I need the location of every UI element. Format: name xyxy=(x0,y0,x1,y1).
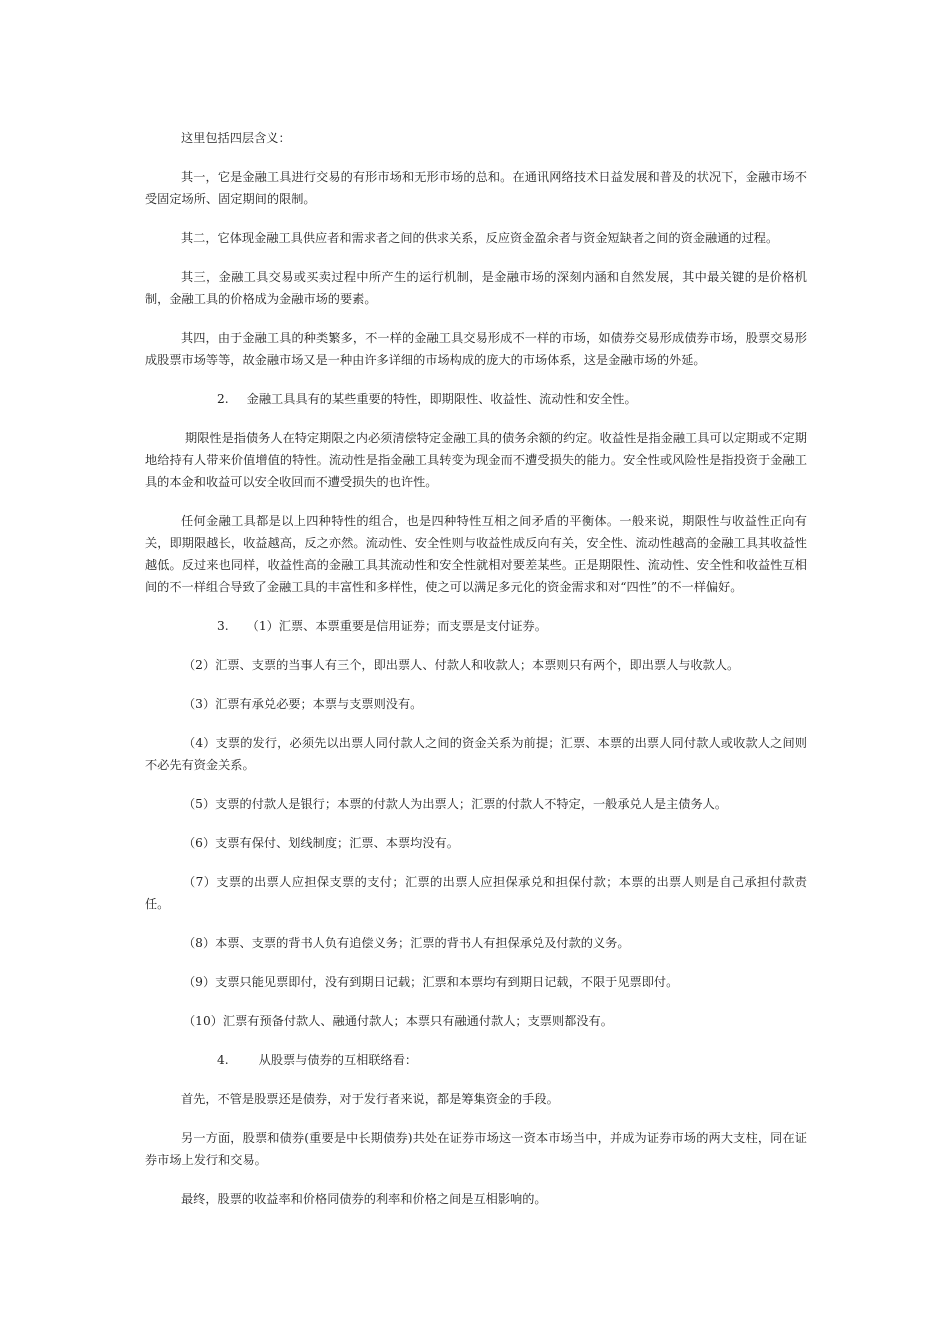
paragraph-first: 首先，不管是股票还是债券，对于发行者来说，都是筹集资金的手段。 xyxy=(181,1092,559,1106)
paragraph-second: 另一方面，股票和债券(重要是中长期债券)共处在证券市场这一资本市场当中，并成为证券市场的两大支柱，同在证券市场上发行和交易。 xyxy=(145,1131,807,1167)
section-number: 4. xyxy=(217,1053,229,1067)
section-4-text: 从股票与债券的互相联络看： xyxy=(258,1053,418,1067)
list-item-2: （2）汇票、支票的当事人有三个，即出票人、付款人和收款人；本票则只有两个，即出票人与收款人。 xyxy=(183,658,740,672)
list-item-4: （4）支票的发行，必须先以出票人同付款人之间的资金关系为前提；汇票、本票的出票人同付款人或收款人之间则不必先有资金关系。 xyxy=(145,736,807,772)
section-2-heading xyxy=(145,388,807,410)
paragraph-intro: 这里包括四层含义： xyxy=(181,131,291,145)
list-item-6: （6）支票有保付、划线制度；汇票、本票均没有。 xyxy=(183,836,459,850)
list-item-5: （5）支票的付款人是银行；本票的付款人为出票人；汇票的付款人不特定，一般承兑人是主债务人。 xyxy=(183,797,728,811)
list-item-9: （9）支票只能见票即付，没有到期日记载；汇票和本票均有到期日记载，不限于见票即付。 xyxy=(183,975,679,989)
document-body xyxy=(145,127,807,1227)
section-number: 2. xyxy=(217,392,229,406)
section-3-heading xyxy=(145,615,807,637)
paragraph-meaning-1: 其一，它是金融工具进行交易的有形市场和无形市场的总和。在通讯网络技术日益发展和普及的状况下，金融市场不受固定场所、固定期间的限制。 xyxy=(145,170,807,206)
list-item-7: （7）支票的出票人应担保支票的支付；汇票的出票人应担保承兑和担保付款；本票的出票人则是自己承担付款责任。 xyxy=(145,875,807,911)
section-3-text: （1）汇票、本票重要是信用证券；而支票是支付证券。 xyxy=(246,619,547,633)
list-item-10: （10）汇票有预备付款人、融通付款人；本票只有融通付款人；支票则都没有。 xyxy=(183,1014,613,1028)
section-4-heading xyxy=(145,1049,807,1071)
section-2-text: 金融工具具有的某些重要的特性，即期限性、收益性、流动性和安全性。 xyxy=(246,392,637,406)
paragraph-meaning-2: 其二，它体现金融工具供应者和需求者之间的供求关系，反应资金盈余者与资金短缺者之间的资金融通的过程。 xyxy=(181,231,779,245)
section-number: 3. xyxy=(217,619,229,633)
paragraph-final: 最终，股票的收益率和价格同债券的利率和价格之间是互相影响的。 xyxy=(181,1192,547,1206)
paragraph-meaning-3: 其三，金融工具交易或买卖过程中所产生的运行机制，是金融市场的深刻内涵和自然发展，其中最关键的是价格机制，金融工具的价格成为金融市场的要素。 xyxy=(145,270,807,306)
list-item-3: （3）汇票有承兑必要；本票与支票则没有。 xyxy=(183,697,423,711)
paragraph-meaning-4: 其四，由于金融工具的种类繁多，不一样的金融工具交易形成不一样的市场，如债券交易形成债券市场，股票交易形成股票市场等等，故金融市场又是一种由许多详细的市场构成的庞大的市场体系，这是金融市场的外延。 xyxy=(145,331,807,367)
paragraph-combination: 任何金融工具都是以上四种特性的组合，也是四种特性互相之间矛盾的平衡体。一般来说，期限性与收益性正向有关，即期限越长，收益越高，反之亦然。流动性、安全性则与收益性成反向有关，安全性、流动性越高的金融工具其收益性越低。反过来也同样，收益性高的金融工具其流动性和安全性就相对要差某些。正是期限性、流动性、安全性和收益性互相间的不一样组合导致了金融工具的丰富性和多样性，使之可以满足多元化的资金需求和对“四性”的不一样偏好。 xyxy=(145,514,807,594)
list-item-8: （8）本票、支票的背书人负有追偿义务；汇票的背书人有担保承兑及付款的义务。 xyxy=(183,936,630,950)
paragraph-characteristics: 期限性是指债务人在特定期限之内必须清偿特定金融工具的债务余额的约定。收益性是指金融工具可以定期或不定期地给持有人带来价值增值的特性。流动性是指金融工具转变为现金而不遭受损失的能力。安全性或风险性是指投资于金融工具的本金和收益可以安全收回而不遭受损失的也许性。 xyxy=(145,431,807,489)
